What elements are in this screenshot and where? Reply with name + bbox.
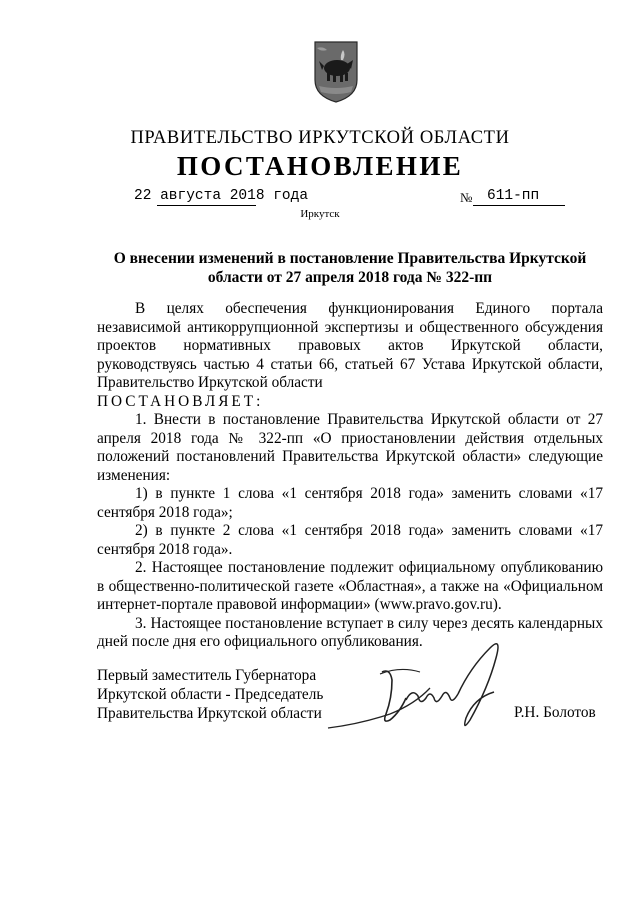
signatory-name: Р.Н. Болотов bbox=[514, 704, 596, 721]
document-number: 611-пп bbox=[487, 188, 540, 204]
title-line-2: области от 27 апреля 2018 года № 322-пп bbox=[207, 269, 493, 286]
date-underline bbox=[157, 205, 256, 206]
city-name: Иркутск bbox=[300, 208, 340, 220]
item-1-subitem-1: 1) в пункте 1 слова «1 сентября 2018 года» заменить словами «17 сентября 2018 года»; bbox=[97, 485, 603, 521]
organization-name: ПРАВИТЕЛЬСТВО ИРКУТСКОЙ ОБЛАСТИ bbox=[130, 128, 510, 148]
preamble-line-1: В целях обеспечения функционирования Единого портала bbox=[135, 300, 603, 317]
preamble-line-5: Правительство Иркутской области bbox=[97, 374, 323, 391]
title-line-1: О внесении изменений в постановление Правительства Иркутской bbox=[113, 250, 587, 267]
preamble-line-4: руководствуясь частью 4 статьи 66, статьей 67 Устава Иркутской области, bbox=[97, 355, 603, 373]
position-line-3: Правительства Иркутской области bbox=[97, 705, 322, 722]
document-body bbox=[97, 300, 603, 652]
position-line-1: Первый заместитель Губернатора bbox=[97, 667, 317, 684]
signatory-position bbox=[97, 666, 323, 723]
document-title bbox=[110, 249, 590, 287]
preamble-line-3: проектов нормативных правовых актов Иркутской области, bbox=[97, 337, 603, 354]
handwritten-signature bbox=[320, 628, 520, 738]
document-date: 22 августа 2018 года bbox=[134, 188, 309, 204]
position-line-2: Иркутской области - Председатель bbox=[97, 686, 324, 703]
coat-of-arms-emblem bbox=[313, 40, 359, 104]
item-2: 2. Настоящее постановление подлежит официальному опубликованию в общественно-политической газете «Областная», а также на «Официальном интернет-портале правовой информации» (www.pravo.gov.ru). bbox=[97, 559, 603, 613]
item-1-subitem-2: 2) в пункте 2 слова «1 сентября 2018 года» заменить словами «17 сентября 2018 года». bbox=[97, 522, 603, 558]
number-underline bbox=[473, 205, 565, 206]
decree-word: ПОСТАНОВЛЯЕТ: bbox=[97, 392, 264, 410]
number-sign: № bbox=[460, 190, 473, 205]
item-1: 1. Внести в постановление Правительства Иркутской области от 27 апреля 2018 года № 322-пп «О приостановлении действия отдельных положений постановлений Правительства Иркутской области» следующие изменения: bbox=[97, 411, 603, 484]
item-3: 3. Настоящее постановление вступает в силу через десять календарных дней после дня его официального опубликования. bbox=[97, 614, 603, 650]
document-type: ПОСТАНОВЛЕНИЕ bbox=[176, 151, 464, 181]
preamble-line-2: независимой антикоррупционной экспертизы и общественного обсуждения bbox=[97, 318, 603, 336]
